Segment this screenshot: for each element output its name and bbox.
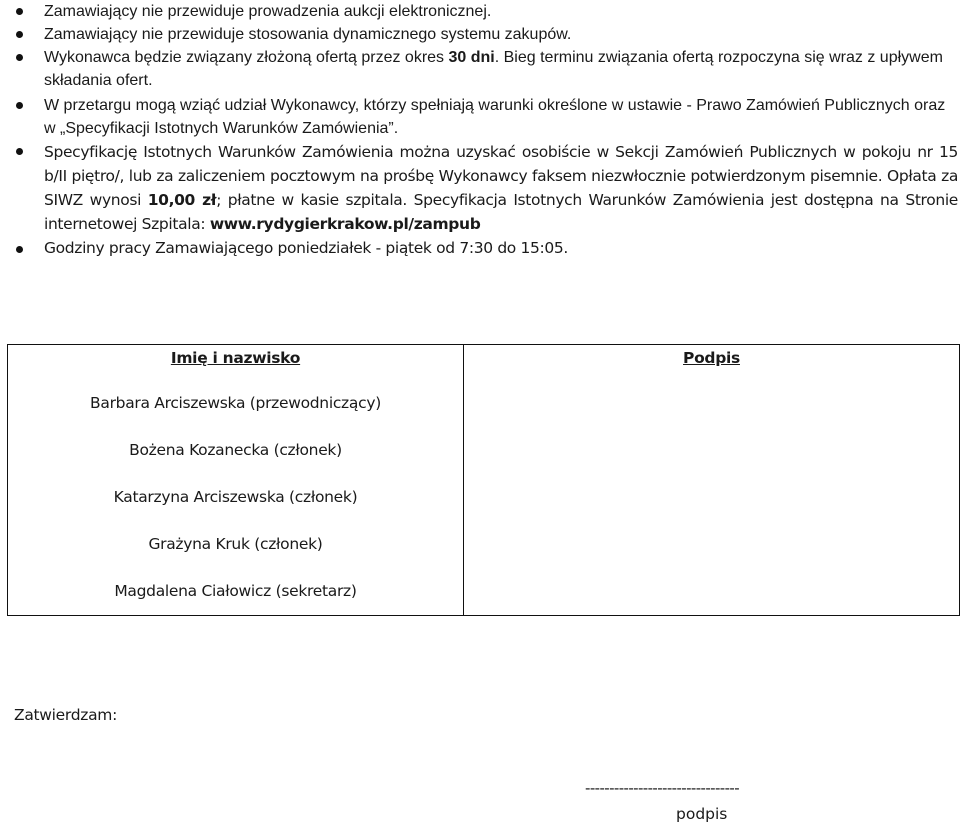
bullet-icon — [16, 246, 23, 253]
bullet-icon — [16, 31, 23, 38]
signature-column — [464, 345, 960, 616]
bullet-item — [8, 236, 958, 260]
member-name: Barbara Arciszewska (przewodniczący) — [90, 394, 381, 412]
bullet-item — [8, 140, 958, 236]
bullet-text: Zamawiający nie przewiduje prowadzenia aukcji elektronicznej. — [44, 3, 492, 20]
bullet-text: W przetargu mogą wziąć udział Wykonawcy, którzy spełniają warunki określone w ustawie - Prawo Zamówień Publicznych oraz w „Specyfikacji Istotnych Warunków Zamówienia”. — [44, 97, 946, 137]
names-column — [8, 345, 464, 616]
bullet-item — [8, 94, 958, 140]
bullet-icon — [16, 148, 23, 155]
bullet-list — [8, 0, 958, 260]
member-name: Katarzyna Arciszewska (członek) — [113, 488, 358, 506]
bullet-item — [8, 0, 958, 23]
bullet-text: Godziny pracy Zamawiającego poniedziałek - piątek od 7:30 do 15:05. — [44, 239, 569, 257]
bullet-item — [8, 46, 958, 92]
member-name: Magdalena Ciałowicz (sekretarz) — [114, 582, 357, 600]
member-name: Grażyna Kruk (członek) — [148, 535, 323, 553]
bullet-text: . Bieg terminu związania ofertą rozpoczyna się wraz z upływem składania ofert. — [44, 49, 943, 89]
approval-label: Zatwierdzam: — [14, 706, 118, 724]
bullet-icon — [16, 54, 23, 61]
signature-line: -------------------------------- — [585, 779, 740, 797]
name-column-header: Imię i nazwisko — [170, 349, 301, 367]
bullet-text: Specyfikację Istotnych Warunków Zamówienia można uzyskać osobiście w Sekcji Zamówień Publicznych w pokoju nr 15 b/II piętro/, lub za zaliczeniem pocztowym na prośbę Wykonawcy faksem niezwłocznie potwierdzonym pisemnie. Opłata za SIWZ wynosi — [44, 143, 958, 209]
member-name: Bożena Kozanecka (członek) — [129, 441, 342, 459]
bullet-text: Wykonawca będzie związany złożoną ofertą przez okres — [44, 49, 449, 66]
signature-caption: podpis — [676, 805, 728, 823]
bullet-bold-text: 30 dni — [448, 49, 495, 66]
bullet-text: Zamawiający nie przewiduje stosowania dynamicznego systemu zakupów. — [44, 26, 572, 43]
bullet-bold-text: 10,00 zł — [147, 191, 217, 209]
bullet-icon — [16, 8, 23, 15]
website-link[interactable]: www.rydygierkrakow.pl/zampub — [209, 215, 481, 233]
bullet-item — [8, 23, 958, 46]
bullet-icon — [16, 102, 23, 109]
committee-table — [7, 344, 960, 616]
signature-column-header: Podpis — [683, 349, 740, 367]
bullet-text: ; płatne w kasie szpitala. Specyfikacja Istotnych Warunków Zamówienia jest dostępna na Stronie internetowej Szpitala: — [44, 191, 958, 233]
